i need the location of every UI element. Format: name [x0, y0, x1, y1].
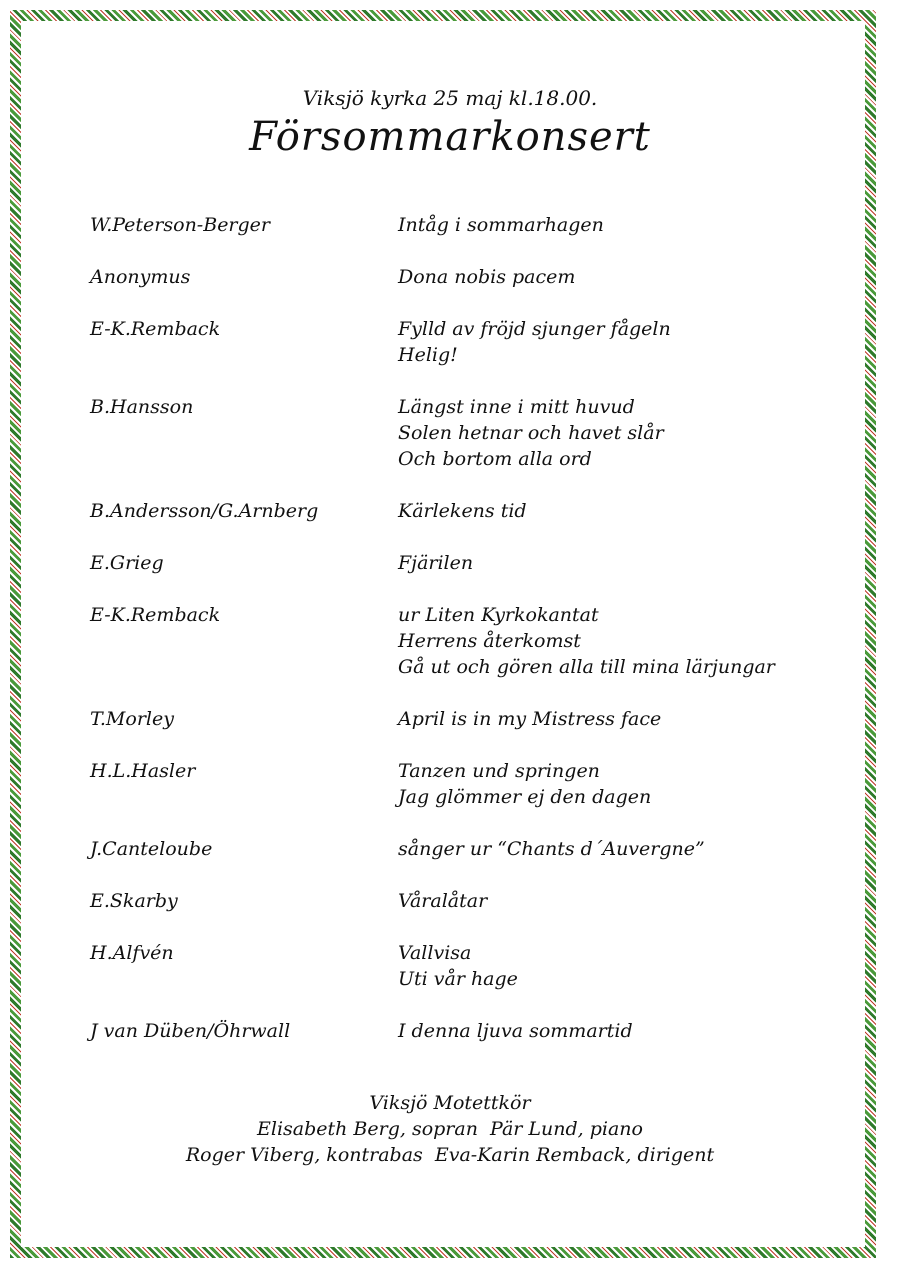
composer-name: E.Grieg [90, 552, 164, 574]
work-titles [398, 212, 870, 238]
work-title: Fylld av fröjd sjunger fågeln [398, 318, 671, 340]
composer-name: T.Morley [90, 708, 174, 730]
work-title: ur Liten Kyrkokantat [398, 604, 599, 626]
composer-name: J.Canteloube [90, 838, 213, 860]
concert-title: Försommarkonsert [249, 114, 651, 160]
work-title: Längst inne i mitt huvud [398, 396, 635, 418]
work-title: Gå ut och gören alla till mina lärjungar [398, 656, 775, 678]
work-title: sånger ur “Chants d´Auvergne” [398, 838, 705, 860]
program-entry [90, 1018, 870, 1044]
choir-name: Viksjö Motettkör [369, 1092, 531, 1114]
composer-name: H.L.Hasler [90, 760, 196, 782]
work-titles [398, 394, 870, 472]
venue-date-line: Viksjö kyrka 25 maj kl.18.00. [302, 86, 598, 110]
work-titles [398, 888, 870, 914]
composer-name: E.Skarby [90, 890, 178, 912]
work-title: Helig! [398, 344, 458, 366]
work-title: Våralåtar [398, 890, 488, 912]
program-entry [90, 888, 870, 914]
performers-line-1: Elisabeth Berg, sopran Pär Lund, piano [257, 1118, 643, 1140]
composer-name: B.Hansson [90, 396, 194, 418]
work-titles [398, 602, 870, 680]
program-entry [90, 836, 870, 862]
program-entry [90, 212, 870, 238]
work-title: April is in my Mistress face [398, 708, 662, 730]
program-entry [90, 264, 870, 290]
work-title: Vallvisa [398, 942, 472, 964]
work-title: Jag glömmer ej den dagen [398, 786, 652, 808]
composer-name: J van Düben/Öhrwall [90, 1020, 291, 1042]
work-titles [398, 706, 870, 732]
work-title: Och bortom alla ord [398, 448, 592, 470]
program-entry [90, 316, 870, 368]
work-titles [398, 940, 870, 992]
work-title: Kärlekens tid [398, 500, 527, 522]
program-entry [90, 758, 870, 810]
composer-name: B.Andersson/G.Arnberg [90, 500, 319, 522]
performers-line-2: Roger Viberg, kontrabas Eva-Karin Remback, dirigent [185, 1144, 715, 1166]
work-title: Solen hetnar och havet slår [398, 422, 664, 444]
composer-name: H.Alfvén [90, 942, 174, 964]
performers-footer [0, 1090, 900, 1168]
program-list [90, 212, 870, 1044]
work-title: Uti vår hage [398, 968, 518, 990]
program-entry [90, 602, 870, 680]
work-titles [398, 836, 870, 862]
work-title: I denna ljuva sommartid [398, 1020, 633, 1042]
work-title: Tanzen und springen [398, 760, 600, 782]
work-titles [398, 498, 870, 524]
work-titles [398, 1018, 870, 1044]
program-entry [90, 550, 870, 576]
program-entry [90, 394, 870, 472]
work-titles [398, 264, 870, 290]
work-title: Herrens återkomst [398, 630, 581, 652]
work-title: Fjärilen [398, 552, 474, 574]
work-title: Dona nobis pacem [398, 266, 576, 288]
composer-name: E-K.Remback [90, 318, 221, 340]
work-titles [398, 550, 870, 576]
program-entry [90, 940, 870, 992]
work-titles [398, 758, 870, 810]
composer-name: W.Peterson-Berger [90, 214, 271, 236]
composer-name: Anonymus [90, 266, 191, 288]
work-titles [398, 316, 870, 368]
work-title: Intåg i sommarhagen [398, 214, 604, 236]
program-entry [90, 706, 870, 732]
program-entry [90, 498, 870, 524]
composer-name: E-K.Remback [90, 604, 221, 626]
